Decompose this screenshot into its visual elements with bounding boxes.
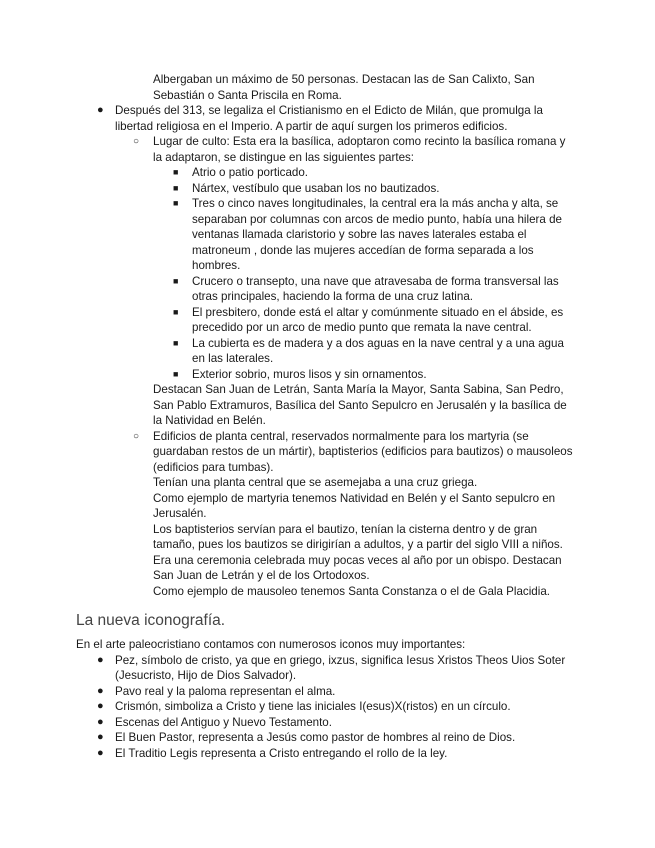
list-item <box>0 336 655 367</box>
list-item-text: Exterior sobrio, muros lisos y sin ornamentos. <box>192 367 427 381</box>
list-item <box>0 181 655 197</box>
list-item <box>0 367 655 383</box>
list-item <box>0 103 655 134</box>
planta-line: Como ejemplo de martyria tenemos Natividad en Belén y el Santo sepulcro en Jerusalén. <box>153 491 556 520</box>
section-heading: La nueva iconografía. <box>76 612 226 629</box>
list-item-text: Edificios de planta central, reservados normalmente para los martyria (se guardaban restos de un mártir), baptisterios (edificios para bautizos) o mausoleos (edificios para tumbas). <box>153 429 573 474</box>
list-item-text: Crismón, simboliza a Cristo y tiene las iniciales I(esus)X(ristos) en un círculo. <box>115 700 511 713</box>
basilicas-destacadas: Destacan San Juan de Letrán, Santa María la Mayor, Santa Sabina, San Pedro, San Pablo Extramuros, Basílica del Santo Sepulcro en Jerusalén y la basílica de la Natividad en Belén. <box>153 383 567 427</box>
section-intro: En el arte paleocristiano contamos con numerosos iconos muy importantes: <box>76 638 466 651</box>
bullet-square: ■ <box>173 337 179 348</box>
bullet-square: ■ <box>173 368 179 379</box>
list-item-text: Pavo real y la paloma representan el alma. <box>115 684 336 698</box>
bullet-square: ■ <box>173 275 179 286</box>
list-item-text: Atrio o patio porticado. <box>192 166 309 179</box>
bullet-disc: ● <box>97 104 104 116</box>
list-item-text: El Buen Pastor, representa a Jesús como pastor de hombres al reino de Dios. <box>115 731 516 744</box>
list-item <box>0 165 655 181</box>
list-item <box>0 429 655 476</box>
list-item <box>0 134 655 165</box>
bullet-square: ■ <box>173 198 179 208</box>
list-item <box>0 730 655 746</box>
bullet-circle: ○ <box>133 430 140 442</box>
document-page <box>0 72 655 761</box>
bullet-circle: ○ <box>133 136 140 147</box>
bullet-disc: ● <box>97 746 104 759</box>
list-item <box>0 699 655 715</box>
list-item-text: Tres o cinco naves longitudinales, la central era la más ancha y alta, se separaban por columnas con arcos de medio punto, había una hilera de ventanas llamada claristorio y sobre las naves laterales estaba el matroneum , donde las mujeres accedían de forma separada a los hombres. <box>192 197 562 272</box>
list-item-text: El presbitero, donde está el altar y comúnmente situado en el ábside, es precedido por un arco de medio punto que remata la nave central. <box>192 305 564 334</box>
planta-line: Los baptisterios servían para el bautizo, tenían la cisterna dentro y de gran tamaño, pues los bautizos se dirigirían a adultos, y a partir del siglo VIII a niños. Era una ceremonia celebrada muy pocas veces al año por un obispo. Destacan San Juan de Letrán y el de los Ortodoxos. <box>153 522 563 582</box>
list-item <box>0 196 655 274</box>
list-item-text: Pez, símbolo de cristo, ya que en griego, ixzus, significa Iesus Xristos Theos Uios Soter (Jesucristo, Hijo de Dios Salvador). <box>115 653 566 682</box>
bullet-disc: ● <box>97 700 104 712</box>
bullet-square: ■ <box>173 182 179 193</box>
list-item <box>0 653 655 684</box>
list-item-text: La cubierta es de madera y a dos aguas en la nave central y a una agua en las laterales. <box>192 336 564 365</box>
bullet-disc: ● <box>97 731 104 743</box>
list-item-text: El Traditio Legis representa a Cristo entregando el rollo de la ley. <box>115 746 448 760</box>
planta-line: Como ejemplo de mausoleo tenemos Santa Constanza o el de Gala Placidia. <box>153 584 550 598</box>
list-item <box>0 746 655 762</box>
catacombs-continuation: Albergaban un máximo de 50 personas. Destacan las de San Calixto, San Sebastián o Santa Priscila en Roma. <box>153 73 535 102</box>
bullet-disc: ● <box>97 684 104 697</box>
bullet-square: ■ <box>173 167 179 177</box>
list-item-text: Lugar de culto: Esta era la basílica, adoptaron como recinto la basílica romana y la adaptaron, se distingue en las siguientes partes: <box>153 135 566 164</box>
list-item <box>0 715 655 731</box>
list-item <box>0 305 655 336</box>
bullet-square: ■ <box>173 306 179 317</box>
list-item-text: Nártex, vestíbulo que usaban los no bautizados. <box>192 181 440 195</box>
list-item-text: Escenas del Antiguo y Nuevo Testamento. <box>115 715 332 729</box>
list-item-text: Después del 313, se legaliza el Cristianismo en el Edicto de Milán, que promulga la libertad religiosa en el Imperio. A partir de aquí surgen los primeros edificios. <box>115 104 543 133</box>
bullet-disc: ● <box>97 653 104 666</box>
list-item-text: Crucero o transepto, una nave que atravesaba de forma transversal las otras principales, haciendo la forma de una cruz latina. <box>192 274 559 303</box>
planta-line: Tenían una planta central que se asemejaba a una cruz griega. <box>153 476 478 489</box>
list-item <box>0 274 655 305</box>
list-item <box>0 684 655 700</box>
bullet-disc: ● <box>97 715 104 728</box>
